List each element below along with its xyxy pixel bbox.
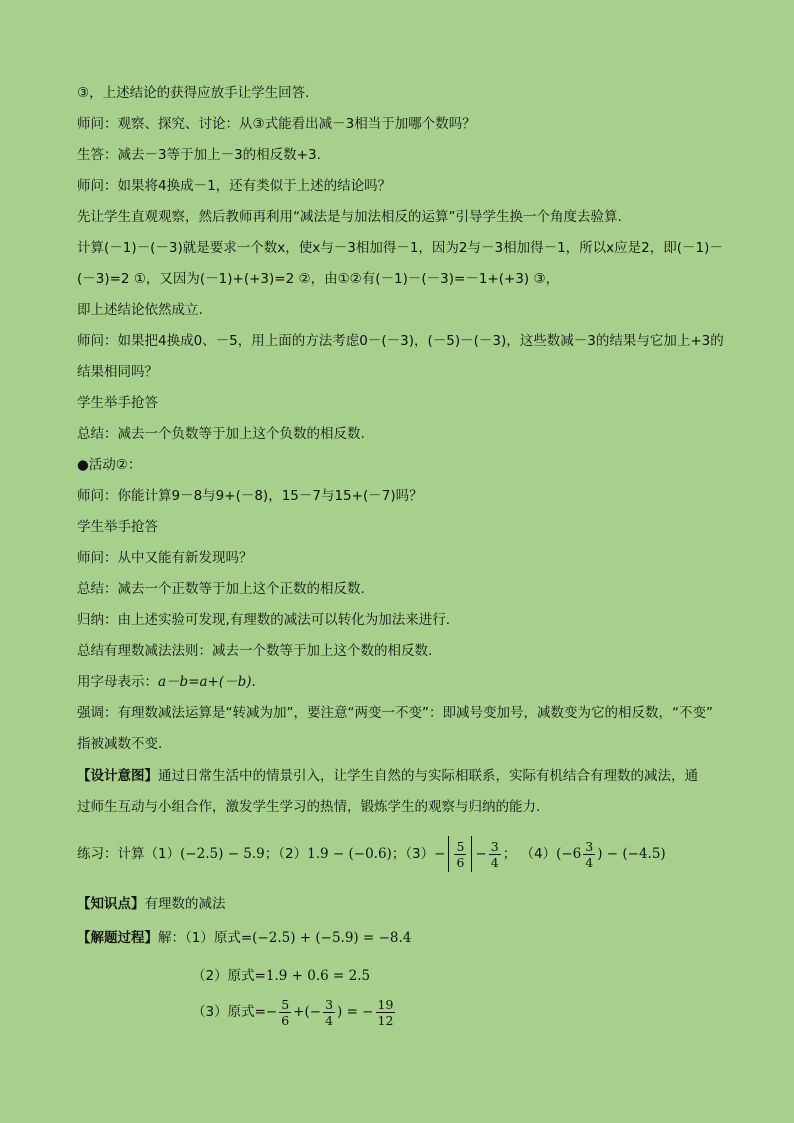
knowledge-line bbox=[77, 894, 226, 914]
numerator: 19 bbox=[377, 996, 394, 1012]
solution-label: （1）原式= bbox=[185, 930, 253, 946]
paragraph-line: 学生举手抢答 bbox=[77, 519, 158, 535]
solution-label: （3）原式= bbox=[192, 1004, 266, 1020]
paragraph-line: 即上述结论依然成立. bbox=[77, 302, 203, 318]
operator: +(− bbox=[293, 1004, 322, 1020]
exercise-expr-1: (−2.5) − 5.9 bbox=[180, 846, 265, 862]
solution-label: （2）原式= bbox=[192, 968, 266, 984]
knowledge-tag: 【知识点】 bbox=[77, 896, 145, 912]
paragraph-line: 计算(－1)－(－3)就是要求一个数x，使x与－3相加得－1，因为2与－3相加得－1，所以x应是2，即(－1)－ bbox=[77, 240, 723, 256]
design-intent-line bbox=[77, 766, 698, 786]
solution-prefix: 解： bbox=[158, 930, 185, 946]
design-intent-tag: 【设计意图】 bbox=[77, 768, 158, 784]
paragraph-line: 总结有理数减法法则：减去一个数等于加上这个数的相反数. bbox=[77, 643, 433, 659]
knowledge-text: 有理数的减法 bbox=[144, 896, 226, 912]
operator: − bbox=[475, 846, 487, 862]
exercise-line bbox=[77, 836, 666, 876]
exercise-sep: ；（3） bbox=[391, 846, 435, 862]
paragraph-line: 生答：减去－3等于加上－3的相反数+3. bbox=[77, 147, 321, 163]
numerator: 3 bbox=[490, 838, 499, 854]
exercise-sep: ； （4） bbox=[502, 846, 557, 862]
formula-line bbox=[77, 672, 256, 692]
paragraph-line: 结果相同吗？ bbox=[77, 364, 158, 380]
denominator: 4 bbox=[325, 1012, 334, 1028]
fraction bbox=[583, 839, 595, 870]
paragraph-line: 强调：有理数减法运算是“转减为加”，要注意“两变一不变”：即减号变加号，减数变为它的相反数，“不变” bbox=[77, 705, 713, 721]
numerator: 5 bbox=[281, 996, 290, 1012]
fraction bbox=[323, 997, 335, 1028]
fraction bbox=[454, 839, 466, 870]
fraction bbox=[376, 997, 396, 1028]
paragraph-line: 归纳：由上述实验可发现,有理数的减法可以转化为加法来进行. bbox=[77, 612, 451, 628]
denominator: 4 bbox=[585, 854, 594, 870]
numerator: 3 bbox=[585, 838, 594, 854]
paragraph-line: 师问：如果将4换成－1，还有类似于上述的结论吗？ bbox=[77, 178, 392, 194]
exercise-expr-4: (−6 bbox=[556, 846, 582, 862]
paragraph-line: 总结：减去一个正数等于加上这个正数的相反数. bbox=[77, 581, 365, 597]
paragraph-line: 师问：你能计算9－8与9+(－8)，15－7与15+(－7)吗？ bbox=[77, 488, 423, 504]
operator: ) = − bbox=[337, 1004, 374, 1020]
solution-expr: 1.9 + 0.6 = 2.5 bbox=[265, 968, 371, 984]
formula-prefix: 用字母表示： bbox=[77, 674, 158, 690]
paragraph-line: 师问：如果把4换成0、－5，用上面的方法考虑0－(－3)，(－5)－(－3)，这些数减－3的结果与它加上+3的 bbox=[77, 333, 724, 349]
denominator: 6 bbox=[456, 854, 465, 870]
design-intent-text: 通过日常生活中的情景引入，让学生自然的与实际相联系，实际有机结合有理数的减法，通 bbox=[158, 768, 698, 784]
denominator: 4 bbox=[490, 854, 499, 870]
exercise-expr-4-tail: ) − (−4.5) bbox=[597, 846, 666, 862]
formula: a－b=a+(－b). bbox=[158, 674, 256, 690]
numerator: 5 bbox=[456, 838, 465, 854]
solution-line-3 bbox=[192, 994, 397, 1034]
exercise-sep: ；（2） bbox=[264, 846, 308, 862]
paragraph-line: 总结：减去一个负数等于加上这个负数的相反数. bbox=[77, 426, 365, 442]
operator: − bbox=[265, 1004, 278, 1020]
paragraph-line: 师问：观察、探究、讨论：从③式能看出减－3相当于加哪个数吗？ bbox=[77, 116, 476, 132]
activity-heading: ●活动②： bbox=[77, 457, 142, 473]
denominator: 12 bbox=[377, 1012, 394, 1028]
paragraph-line: 指被减数不变. bbox=[77, 736, 163, 752]
paragraph-line: 先让学生直观观察，然后教师再利用“减法是与加法相反的运算”引导学生换一个角度去验算. bbox=[77, 209, 622, 225]
paragraph-line: (－3)=2 ①，又因为(－1)+(+3)=2 ②，由①②有(－1)－(－3)=－1+(+3) ③， bbox=[77, 271, 560, 287]
exercise-label: 练习：计算（1） bbox=[77, 846, 181, 862]
solution-expr: (−2.5) + (−5.9) = −8.4 bbox=[252, 930, 412, 946]
solution-tag: 【解题过程】 bbox=[77, 930, 158, 946]
solution-line-1 bbox=[77, 928, 411, 948]
fraction bbox=[279, 997, 291, 1028]
exercise-expr-2: 1.9 − (−0.6) bbox=[307, 846, 392, 862]
paragraph-line: 师问：从中又能有新发现吗？ bbox=[77, 550, 253, 566]
absolute-value bbox=[448, 836, 472, 872]
solution-line-2 bbox=[192, 966, 370, 986]
exercise-expr-3-minus: − bbox=[434, 846, 446, 862]
numerator: 3 bbox=[325, 996, 334, 1012]
paragraph-line: 过师生互动与小组合作，激发学生学习的热情，锻炼学生的观察与归纳的能力. bbox=[77, 799, 541, 815]
paragraph-line: 学生举手抢答 bbox=[77, 395, 158, 411]
denominator: 6 bbox=[281, 1012, 290, 1028]
fraction bbox=[489, 839, 501, 870]
paragraph-line: ③，上述结论的获得应放手让学生回答. bbox=[77, 85, 310, 101]
